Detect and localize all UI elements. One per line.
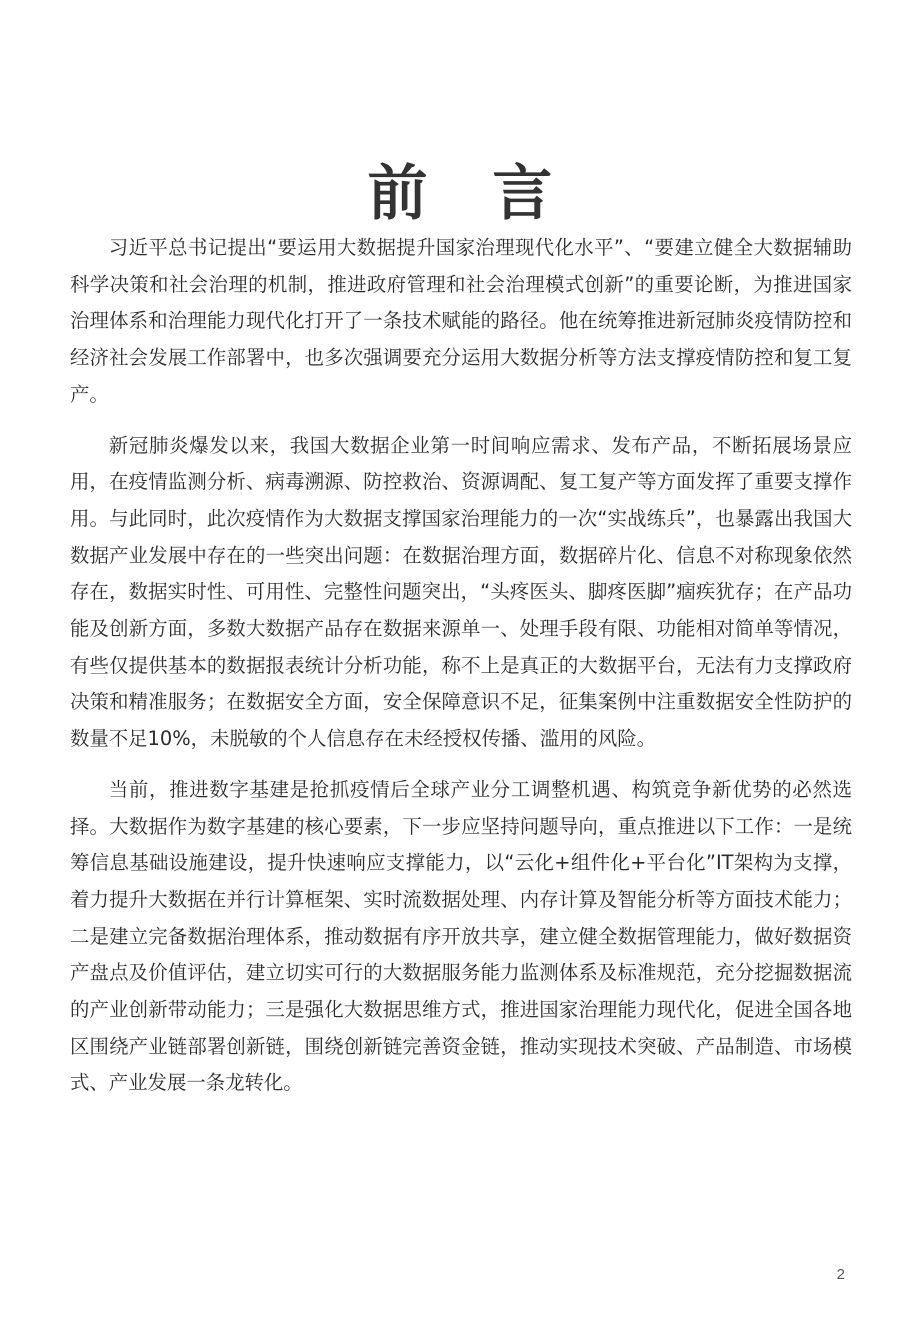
paragraph-2: 新冠肺炎爆发以来，我国大数据企业第一时间响应需求、发布产品，不断拓展场景应用，在疫情监测分析、病毒溯源、防控救治、资源调配、复工复产等方面发挥了重要支撑作用。与此同时，此次疫情作为大数据支撑国家治理能力的一次“实战练兵”，也暴露出我国大数据产业发展中存在的一些突出问题：在数据治理方面，数据碎片化、信息不对称现象依然存在，数据实时性、可用性、完整性问题突出，“头疼医头、脚疼医脚”痼疾犹存；在产品功能及创新方面，多数大数据产品存在数据来源单一、处理手段有限、功能相对简单等情况，有些仅提供基本的数据报表统计分析功能，称不上是真正的大数据平台，无法有力支撑政府决策和精准服务；在数据安全方面，安全保障意识不足，征集案例中注重数据安全性防护的数量不足10%，未脱敏的个人信息存在未经授权传播、滥用的风险。 — [70, 433, 852, 751]
document-body — [70, 230, 852, 1116]
paragraph-1: 习近平总书记提出“要运用大数据提升国家治理现代化水平”、“要建立健全大数据辅助科学决策和社会治理的机制，推进政府管理和社会治理模式创新”的重要论断，为推进国家治理体系和治理能力现代化打开了一条技术赋能的路径。他在统筹推进新冠肺炎疫情防控和经济社会发展工作部署中，也多次强调要充分运用大数据分析等方法支撑疫情防控和复工复产。 — [70, 236, 852, 406]
paragraph-3: 当前，推进数字基建是抢抓疫情后全球产业分工调整机遇、构筑竞争新优势的必然选择。大数据作为数字基建的核心要素，下一步应坚持问题导向，重点推进以下工作：一是统筹信息基础设施建设，提升快速响应支撑能力，以“云化+组件化+平台化”IT架构为支撑，着力提升大数据在并行计算框架、实时流数据处理、内存计算及智能分析等方面技术能力；二是建立完备数据治理体系，推动数据有序开放共享，建立健全数据管理能力，做好数据资产盘点及价值评估，建立切实可行的大数据服务能力监测体系及标准规范，充分挖掘数据流的产业创新带动能力；三是强化大数据思维方式，推进国家治理能力现代化，促进全国各地区围绕产业链部署创新链，围绕创新链完善资金链，推动实现技术突破、产品制造、市场模式、产业发展一条龙转化。 — [70, 777, 852, 1095]
page-title: 前 言 — [367, 159, 575, 230]
page-number: 2 — [836, 1266, 845, 1283]
